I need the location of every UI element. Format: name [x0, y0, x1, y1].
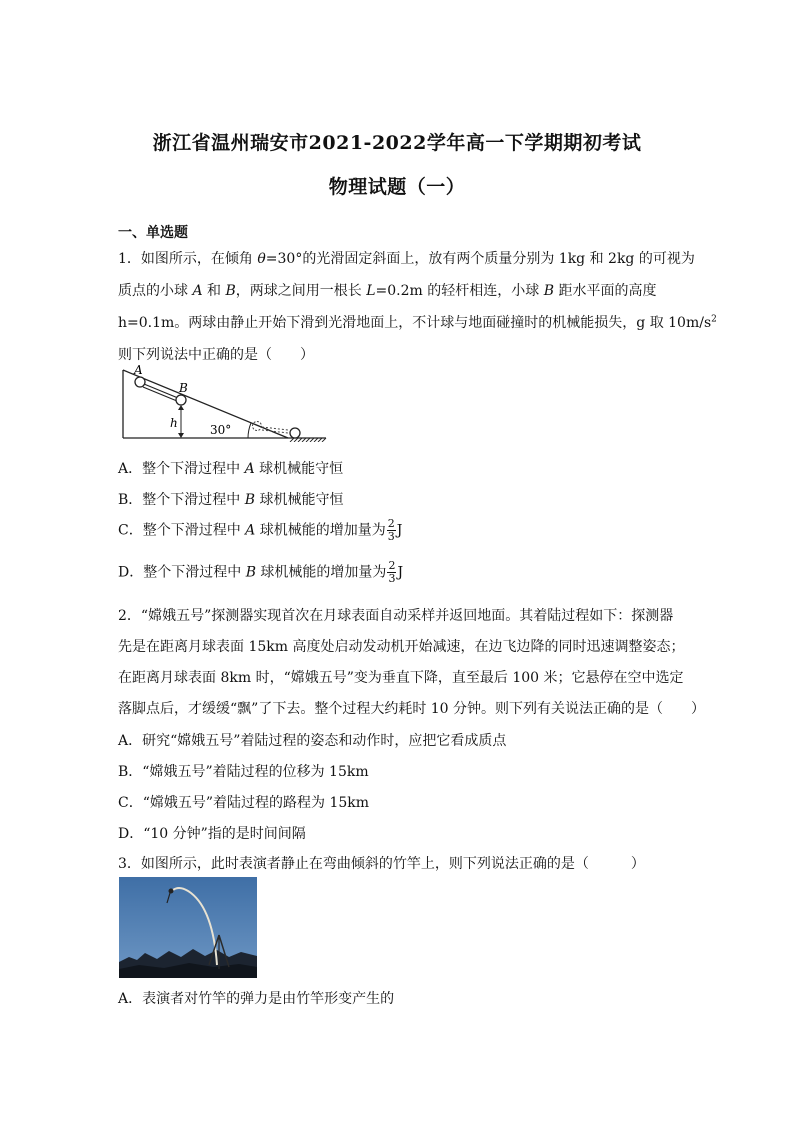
q1-text: 和 — [202, 283, 226, 299]
rod-line-2 — [143, 387, 177, 401]
q1-ball-b: B — [225, 283, 236, 299]
q3-bamboo-photo — [119, 877, 257, 978]
height-arrow-down — [178, 433, 184, 438]
fraction-denominator: 3 — [388, 572, 396, 585]
fraction-numerator: 2 — [387, 517, 395, 530]
q1-option-a — [118, 458, 343, 478]
option-text: D．整个下滑过程中 — [118, 564, 246, 581]
q1-length-l: L — [366, 283, 376, 299]
document-title-line2: 物理试题（一） — [328, 176, 466, 198]
q1-option-c — [118, 518, 402, 543]
q2-option-b: B．“嫦娥五号”着陆过程的位移为 15km — [118, 764, 369, 780]
ball-ground — [290, 428, 300, 438]
option-text: C．整个下滑过程中 — [118, 522, 246, 539]
unit: J — [397, 564, 404, 581]
fraction — [387, 560, 396, 585]
q1-stem-line3 — [118, 312, 717, 332]
performer — [169, 889, 174, 894]
label-h: h — [170, 416, 178, 430]
q1-stem-line4: 则下列说法中正确的是（ ） — [118, 347, 314, 363]
q1-exponent: 2 — [711, 314, 717, 325]
q1-stem-line1 — [118, 248, 695, 268]
option-text: 球机械能守恒 — [254, 461, 344, 477]
option-text: 球机械能的增加量为 — [255, 522, 386, 539]
label-a: A — [134, 364, 143, 377]
q1-option-b — [118, 489, 344, 509]
q1-text: =30°的光滑固定斜面上，放有两个质量分别为 1kg 和 2kg 的可视为 — [265, 251, 695, 267]
q2-stem-line4: 落脚点后，才缓缓“飘”了下去。整个过程大约耗时 10 分钟。则下列有关说法正确的是（ ） — [118, 701, 706, 717]
q1-stem-line2 — [118, 280, 656, 300]
fraction — [387, 518, 396, 543]
option-ball: A — [245, 522, 256, 539]
option-text: 球机械能守恒 — [255, 492, 344, 508]
document-title-line1: 浙江省温州瑞安市2021-2022学年高一下学期期初考试 — [152, 132, 642, 154]
unit: J — [396, 522, 403, 539]
fraction-denominator: 3 — [387, 530, 395, 543]
q2-stem-line2: 先是在距离月球表面 15km 高度处启动发动机开始减速，在边飞边降的同时迅速调整姿态； — [118, 639, 685, 655]
q2-option-c: C．“嫦娥五号”着陆过程的路程为 15km — [118, 795, 370, 811]
q2-stem-line1: 2．“嫦娥五号”探测器实现首次在月球表面自动采样并返回地面。其着陆过程如下：探测器 — [118, 608, 674, 624]
ball-b — [176, 395, 186, 405]
label-b: B — [179, 381, 188, 395]
option-ball: A — [244, 461, 255, 477]
q1-text: 距水平面的高度 — [554, 283, 657, 299]
q1-theta: θ — [257, 251, 266, 267]
section-heading: 一、单选题 — [118, 225, 188, 241]
q1-text: ，两球之间用一根长 — [235, 283, 367, 299]
option-ball: B — [245, 564, 256, 581]
q3-stem-line1: 3．如图所示，此时表演者静止在弯曲倾斜的竹竿上，则下列说法正确的是（ ） — [118, 856, 645, 872]
incline-slope — [123, 370, 288, 438]
option-ball: B — [244, 492, 256, 508]
q2-option-d: D．“10 分钟”指的是时间间隔 — [118, 826, 306, 842]
option-text: B．整个下滑过程中 — [118, 492, 245, 508]
q1-text: 质点的小球 — [118, 283, 193, 299]
option-text: A．整个下滑过程中 — [118, 461, 245, 477]
q1-text: =0.2m 的轻杆相连，小球 — [375, 283, 544, 299]
photo-foreground — [119, 963, 257, 978]
q1-text: 1．如图所示，在倾角 — [118, 251, 258, 267]
q3-option-a: A．表演者对竹竿的弹力是由竹竿形变产生的 — [118, 991, 395, 1007]
q1-text: h=0.1m。两球由静止开始下滑到光滑地面上，不计球与地面碰撞时的机械能损失，g 取 10m/s — [118, 315, 712, 331]
option-text: 球机械能的增加量为 — [255, 564, 387, 581]
q1-incline-figure — [118, 364, 332, 442]
fraction-numerator: 2 — [388, 559, 396, 572]
angle-arc — [248, 423, 251, 438]
height-arrow-up — [178, 405, 184, 410]
q1-ball-b: B — [543, 283, 554, 299]
ball-a — [135, 377, 145, 387]
q2-option-a: A．研究“嫦娥五号”着陆过程的姿态和动作时，应把它看成质点 — [118, 733, 507, 749]
q1-option-d — [118, 560, 403, 585]
q2-stem-line3: 在距离月球表面 8km 时，“嫦娥五号”变为垂直下降，直至最后 100 米；它悬停在空中选定 — [118, 670, 684, 686]
q1-ball-a: A — [192, 283, 203, 299]
label-angle: 30° — [210, 423, 232, 437]
